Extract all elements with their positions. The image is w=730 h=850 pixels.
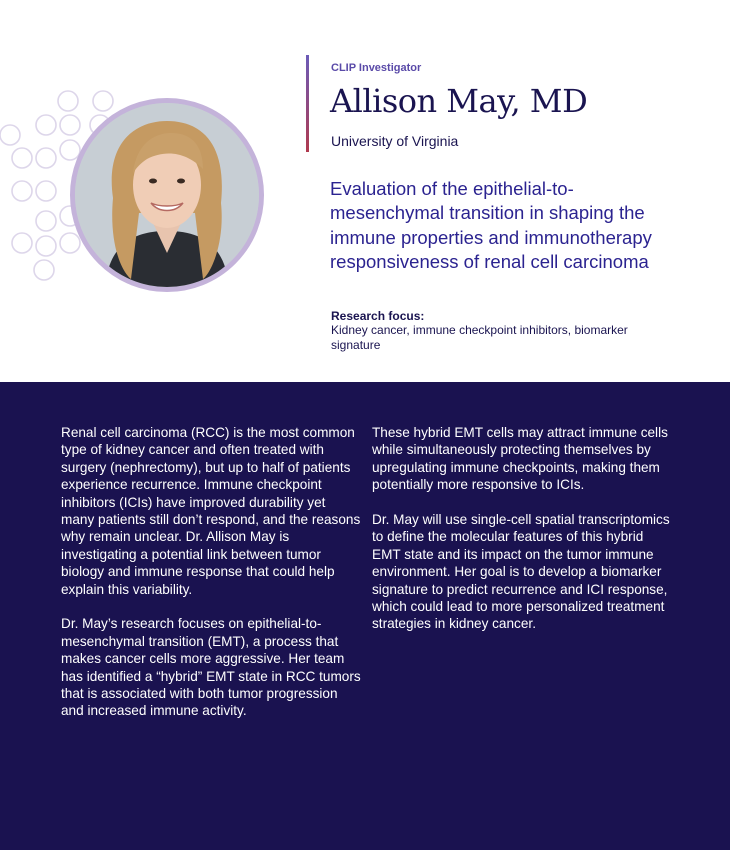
- portrait-illustration: [75, 103, 259, 287]
- body-column-right: [372, 424, 672, 650]
- investigator-name: Allison May, MD: [330, 82, 588, 120]
- body-section: [0, 382, 730, 850]
- project-title: Evaluation of the epithelial-to-mesenchymal transition in shaping the immune properties and immunotherapy responsiveness of renal cell carcinoma: [330, 178, 652, 273]
- body-paragraph: These hybrid EMT cells may attract immune cells while simultaneously protecting themselves by upregulating immune checkpoints, making them potentially more responsive to ICIs.: [372, 425, 668, 493]
- investigator-portrait: [70, 98, 264, 292]
- body-paragraph: Dr. May will use single-cell spatial transcriptomics to define the molecular features of this hybrid EMT state and its impact on the tumor immune environment. Her goal is to develop a biomarker signature to predict recurrence and ICI response, which could lead to more personalized treatment strategies in kidney cancer.: [372, 512, 670, 632]
- eyebrow-label: CLIP Investigator: [331, 62, 422, 74]
- body-paragraph: Renal cell carcinoma (RCC) is the most common type of kidney cancer and often treated with surgery (nephrectomy), but up to half of patients experience recurrence. Immune checkpoint inhibitors (ICIs) have improved durability yet many patients still don’t respond, and the reasons why remain unclear. Dr. Allison May is investigating a potential link between tumor biology and immune response that could help explain this variability.: [61, 425, 361, 597]
- body-paragraph: Dr. May’s research focuses on epithelial-to-mesenchymal transition (EMT), a process that makes cancer cells more aggressive. Her team has identified a “hybrid” EMT state in RCC tumors that is associated with both tumor progression and increased immune activity.: [61, 616, 361, 719]
- research-focus-label: Research focus:: [331, 309, 425, 323]
- accent-bar: [306, 55, 309, 152]
- affiliation: University of Virginia: [331, 133, 459, 149]
- profile-header: [0, 0, 730, 382]
- research-focus-text: Kidney cancer, immune checkpoint inhibitors, biomarker signature: [331, 323, 628, 352]
- body-column-left: [61, 424, 361, 737]
